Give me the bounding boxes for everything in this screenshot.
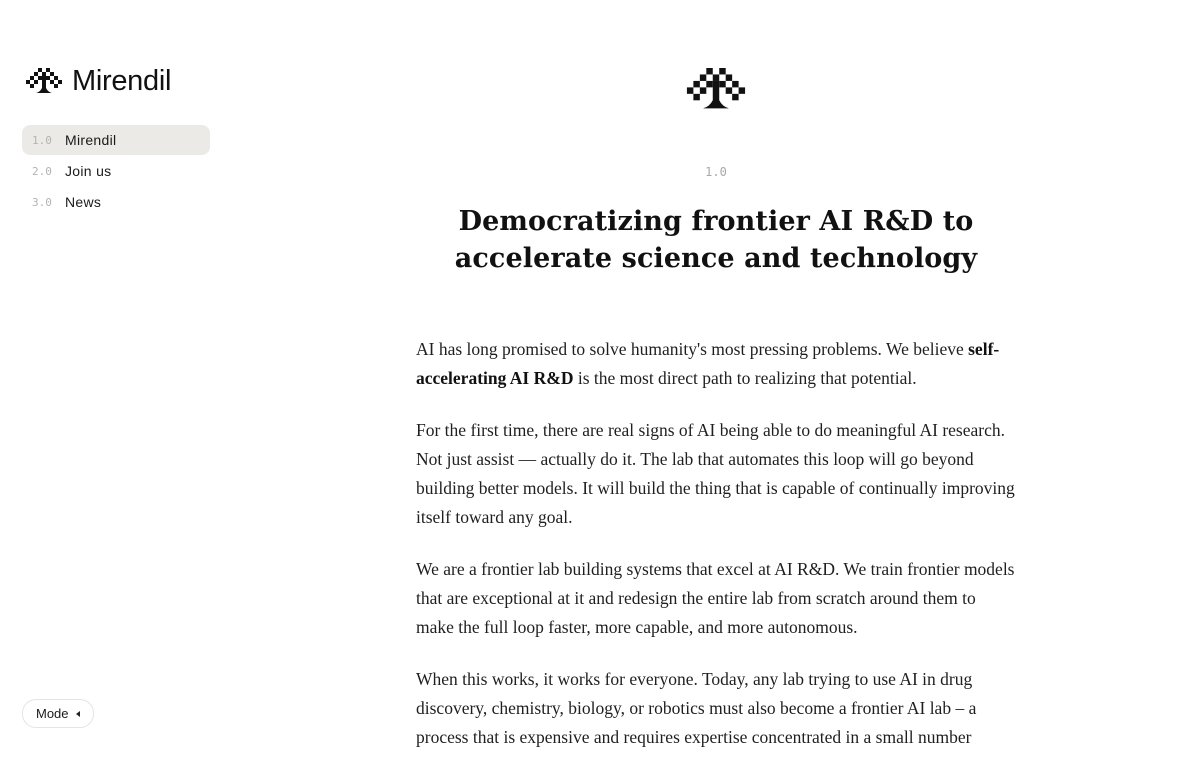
paragraph-1-text-a: AI has long promised to solve humanity's most pressing problems. We believe <box>416 339 969 359</box>
main-content <box>416 0 1016 750</box>
page-title-line-2: accelerate science and technology <box>454 243 978 274</box>
nav-item-number: 3.0 <box>32 195 52 209</box>
nav-item-mirendil[interactable] <box>22 125 210 155</box>
nav-item-join-us[interactable] <box>22 156 210 186</box>
nav-item-label: Mirendil <box>65 132 117 148</box>
paragraph-1 <box>416 335 1016 393</box>
paragraph-3: We are a frontier lab building systems that excel at AI R&D. We train frontier models that are exceptional at it and redesign the entire lab from scratch around them to make the full loop faster, more capable, and more autonomous. <box>416 559 1015 637</box>
brand-link[interactable] <box>26 63 171 99</box>
paragraph-2: For the first time, there are real signs of AI being able to do meaningful AI research. Not just assist — actually do it. The lab that automates this loop will go beyond building better models. It will build the thing that is capable of continually improving itself toward any goal. <box>416 420 1015 527</box>
hero-logo <box>686 68 746 115</box>
paragraph-1-emphasis: self-accelerating AI R&D <box>416 339 1000 388</box>
paragraph-1-text-b: is the most direct path to realizing that potential. <box>573 368 917 388</box>
mode-label: Mode <box>36 706 69 721</box>
section-number: 1.0 <box>705 165 727 179</box>
paragraph-4: When this works, it works for everyone. Today, any lab trying to use AI in drug discovery, chemistry, biology, or robotics must also become a frontier AI lab – a process that is expensive and requires expertise concentrated in a small number <box>416 669 977 747</box>
brand-name: Mirendil <box>72 65 172 97</box>
checkered-tree-logo-icon <box>686 68 746 110</box>
nav-item-number: 2.0 <box>32 164 52 178</box>
checkered-tree-logo-icon <box>26 68 62 94</box>
nav-item-number: 1.0 <box>32 133 52 147</box>
sidebar-nav <box>22 125 210 218</box>
page-title-line-1: Democratizing frontier AI R&D to <box>458 206 974 237</box>
caret-left-icon <box>76 711 80 717</box>
article-body <box>416 335 1016 775</box>
nav-item-label: News <box>65 194 102 210</box>
page-title <box>416 203 1016 277</box>
sidebar <box>0 0 230 750</box>
mode-toggle-button[interactable] <box>22 699 94 728</box>
nav-item-label: Join us <box>65 163 112 179</box>
nav-item-news[interactable] <box>22 187 210 217</box>
